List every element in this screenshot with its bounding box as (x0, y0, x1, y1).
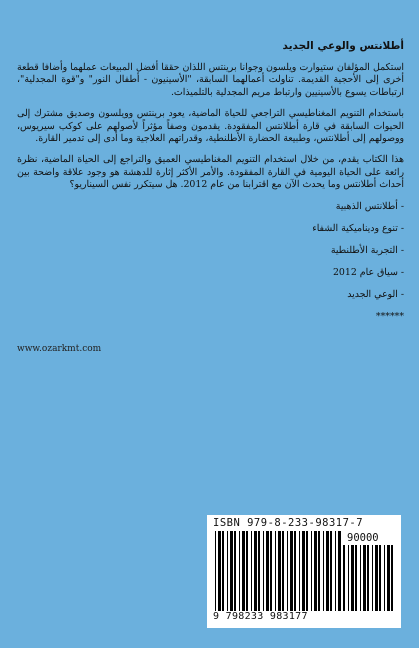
publisher-website: www.ozarkmt.com (17, 344, 102, 354)
barcode-bar (348, 545, 349, 611)
barcode-bars-main (215, 531, 343, 611)
barcode-bar (326, 531, 329, 611)
barcode-bar (278, 531, 281, 611)
barcode-bar (239, 531, 240, 611)
barcode-bar (306, 531, 308, 611)
barcode-bar (391, 545, 393, 611)
barcode-bar (299, 531, 300, 611)
barcode-bar (270, 531, 272, 611)
barcode-bar (222, 531, 224, 611)
barcode-bar (294, 531, 296, 611)
description-paragraph-1: استكمل المؤلفان ستيوارت ويلسون وجوانا برينتس اللذان حققا أفضل المبيعات عملهما وأضافا قطعة أخرى إلى الأحجية القديمة. تناولت أعمالهما السابقة، "الأسينيون - أطفال النور" و"قوة المجدلية"، ارتباطات يسوع بالأسينيين وارتباط مريم المجدلية بالتلميذات. (17, 62, 404, 98)
barcode-bar (384, 545, 385, 611)
list-item: - تنوع وديناميكية الشفاء (312, 222, 404, 234)
barcode-bar (360, 545, 361, 611)
barcode-bar (263, 531, 264, 611)
barcode-bar (379, 545, 381, 611)
barcode-bar (363, 545, 366, 611)
description-paragraph-3: هذا الكتاب يقدم، من خلال استخدام التنويم المغناطيسي العميق والتراجع إلى الحياة الماضية، نظرة رائعة على الحياة اليومية في القارة المفقودة. والأمر الأكثر إثارة للدهشة هو وجود علاقة واضحة بين أحداث أطلانتس وما يحدث الآن مع اقترابنا من عام 2012. هل سيتكرر نفس السيناريو؟ (17, 154, 404, 191)
barcode-bar (355, 545, 357, 611)
barcode-bar (282, 531, 284, 611)
barcode-bar (311, 531, 312, 611)
barcode-digits: 9 798233 983177 (213, 611, 308, 622)
barcode-bar (266, 531, 269, 611)
barcode-bar (234, 531, 236, 611)
isbn-label: ISBN 979-8-233-98317-7 (213, 517, 364, 529)
list-item: - سياق عام 2012 (332, 266, 404, 278)
barcode-bar (372, 545, 373, 611)
barcode-bar (251, 531, 252, 611)
barcode-bar (254, 531, 257, 611)
barcode-bar (215, 531, 216, 611)
barcode-bar (258, 531, 260, 611)
topics-list (17, 201, 404, 301)
barcode-bars-addon (343, 545, 395, 611)
barcode-bar (227, 531, 228, 611)
barcode-bar (335, 531, 336, 611)
description-paragraph-2: باستخدام التنويم المغناطيسي التراجعي للحياة الماضية، يعود برينتس وويلسون وصديق مشترك إلى الحيوات السابقة في قارة أطلانتس المفقودة. يقدمون وصفاً مؤثراً لأصولهم على كوكب سيريوس، ووصولهم إلى أطلانتس، وطبيعة الحضارة الأطلنطية، وقدراتهم العلاجية وما أدى إلى تدمير القارة. (17, 108, 404, 145)
list-item: - أطلانتس الذهبية (335, 200, 404, 212)
price-code: 90000 (347, 532, 379, 544)
barcode-bar (275, 531, 276, 611)
barcode-bar (230, 531, 233, 611)
star-separator: ****** (375, 310, 404, 322)
isbn-barcode (207, 515, 401, 628)
barcode-bar (318, 531, 320, 611)
barcode-bar (367, 545, 369, 611)
barcode-bar (343, 545, 345, 611)
barcode-bar (290, 531, 293, 611)
barcode-bar (242, 531, 245, 611)
barcode-bar (314, 531, 317, 611)
list-item: - الوعي الجديد (347, 288, 404, 300)
cover-text-block (17, 40, 404, 333)
book-title: أطلانتس والوعي الجديد (282, 40, 404, 52)
list-item: - التجربة الأطلنطية (330, 244, 404, 256)
barcode-bar (375, 545, 378, 611)
barcode-bar (246, 531, 248, 611)
barcode-bar (218, 531, 221, 611)
barcode-bar (330, 531, 332, 611)
barcode-bar (338, 531, 341, 611)
barcode-bar (287, 531, 288, 611)
barcode-bar (387, 545, 390, 611)
barcode-bar (302, 531, 305, 611)
barcode-bar (351, 545, 354, 611)
barcode-bar (323, 531, 324, 611)
